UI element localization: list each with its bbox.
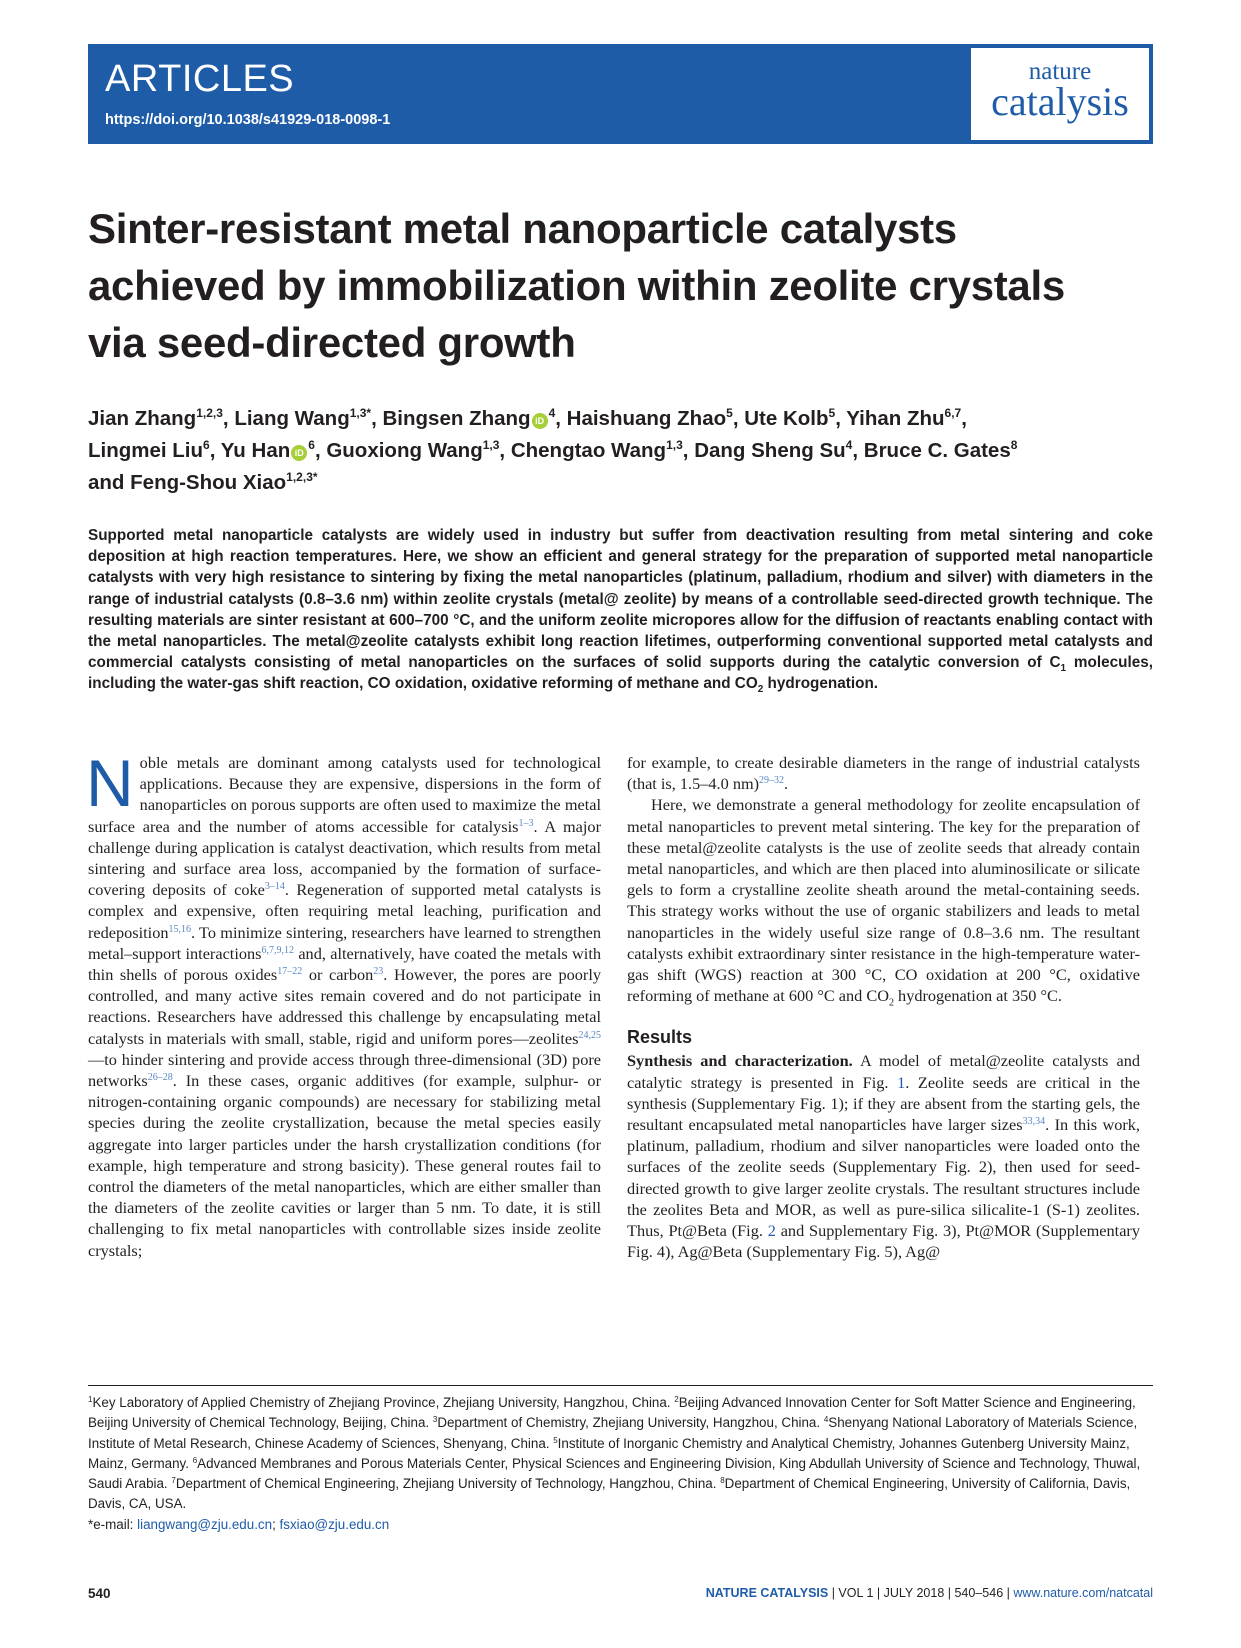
orcid-icon[interactable]: iD: [291, 445, 307, 461]
journal-logo-line2: catalysis: [991, 79, 1129, 124]
citation-ref[interactable]: 17–22: [277, 966, 303, 978]
author-list: [88, 403, 1168, 499]
article-header-banner: [88, 44, 1153, 144]
body-column-right: [627, 752, 1140, 1262]
email-link[interactable]: fsxiao@zju.edu.cn: [279, 1516, 390, 1532]
author: Bingsen Zhang $iD^4$,: [382, 406, 567, 430]
paper-title: [88, 200, 1168, 371]
article-type-label: ARTICLES: [105, 58, 295, 100]
author: Jian Zhang$^{1,2,3}$,: [88, 406, 235, 430]
author: Guoxiong Wang$^{1,3}$,: [326, 438, 511, 462]
body-paragraph: for example, to create desirable diameters in the range of industrial catalysts (that is, 1.5–4.0 nm)$^{29-32}$.: [627, 753, 1140, 794]
figure-ref[interactable]: 1: [897, 1072, 906, 1092]
citation-ref[interactable]: 24,25: [578, 1029, 601, 1041]
author: Yu Han $iD^6$,: [220, 438, 327, 462]
subsection-heading: Synthesis and characterization.: [627, 1051, 853, 1071]
journal-footer: NATURE CATALYSIS | VOL 1 | JULY 2018 | 540–546 | www.nature.com/natcatal: [705, 1586, 1153, 1600]
citation-ref[interactable]: 33,34: [1022, 1116, 1046, 1128]
citation-ref[interactable]: 6,7,9,12: [261, 944, 294, 956]
title-line: Sinter-resistant metal nanoparticle catalysts: [88, 205, 957, 252]
title-line: achieved by immobilization within zeolite crystals: [88, 262, 1065, 309]
page-number: 540: [88, 1586, 111, 1601]
citation-ref[interactable]: 29–32: [759, 775, 785, 787]
citation-ref[interactable]: 3–14: [264, 881, 285, 893]
author: Liang Wang$^{1,3*}$,: [234, 406, 383, 430]
section-heading-results: Results: [627, 1027, 693, 1048]
citation-ref[interactable]: 1–3: [518, 817, 534, 829]
citation-ref[interactable]: 15,16: [168, 923, 191, 935]
email-link[interactable]: liangwang@zju.edu.cn: [137, 1516, 273, 1532]
author: Chengtao Wang$^{1,3}$,: [510, 438, 695, 462]
body-paragraph: Here, we demonstrate a general methodology for zeolite encapsulation of metal nanoparticles to prevent metal sintering. The key for the preparation of these metal@zeolite catalysts is the use of zeolite seeds that already contain metal nanoparticles, and which are then placed into aluminosilicate or silicate gels to form a crystalline zeolite sheath around the metal-containing seeds. This strategy works without the use of organic stabilizers and leads to metal nanoparticles in the widely useful size range of 0.8–3.6 nm. The resultant catalysts exhibit extraordinary sinter resistance in the high-temperature water-gas shift (WGS) reaction at 300 °C, CO oxidation at 200 °C, oxidative reforming of methane at 600 °C and $CO_2$ hydrogenation at 350 °C.: [627, 795, 1140, 1009]
body-paragraph: Noble metals are dominant among catalysts used for technological applications. Because they are expensive, dispersions in the form of nanoparticles on porous supports are often used to maximize the metal surface area and the number of atoms accessible for catalysis$^{1-3}$. A major challenge during application is catalyst deactivation, which results from metal sintering and surface area loss, accompanied by the formation of surface-covering deposits of coke$^{3-14}$. Regeneration of supported metal catalysts is complex and expensive, often requiring metal leaching, purification and redeposition$^{15,16}$. To minimize sintering, researchers have learned to strengthen metal–support interactions$^{6,7,9,12}$ and, alternatively, have coated the metals with thin shells of porous oxides$^{17-22}$ or carbon$^{23}$. However, the pores are poorly controlled, and many active sites remain covered and do not participate in reactions. Researchers have addressed this challenge by encapsulating metal catalysts in materials with small, stable, rigid and uniform pores—zeolites$^{24,25}$—to hinder sintering and provide access through three-dimensional (3D) pore networks$^{26-28}$. In these cases, organic additives (for example, sulphur- or nitrogen-containing organic compounds) are necessary for stabilizing metal species during the zeolite crystallization, because the metal species easily aggregate into larger particles under the harsh crystallization conditions (for example, high temperature and strong basicity). These general routes fail to control the diameters of the metal nanoparticles, which are either smaller than the diameters of the zeolite cavities or larger than 5 nm. To date, it is still challenging to fix metal nanoparticles with controllable sizes inside zeolite crystals;: [86, 746, 601, 1260]
body-paragraph: Synthesis and characterization. A model of metal@zeolite catalysts and catalytic strategy is presented in Fig. 1. Zeolite seeds are critical in the synthesis (Supplementary Fig. 1); if they are absent from the starting gels, the resultant encapsulated metal nanoparticles have larger sizes$^{33,34}$. In this work, platinum, palladium, rhodium and silver nanoparticles were loaded onto the surfaces of the zeolite seeds (Supplementary Fig. 2), then used for seed-directed growth to give larger zeolite crystals. The resultant structures include the zeolites Beta and MOR, as well as pure-silica silicalite-1 (S-1) zeolites. Thus, Pt@Beta (Fig. 2 and Supplementary Fig. 3), Pt@MOR (Supplementary Fig. 4), Ag@Beta (Supplementary Fig. 5), Ag@: [627, 1051, 1141, 1262]
author: Yihan Zhu$^{6,7}$,: [846, 406, 967, 430]
figure-ref[interactable]: 2: [767, 1221, 776, 1241]
citation-ref[interactable]: 26–28: [147, 1072, 173, 1084]
author: Bruce C. Gates$^8$: [863, 438, 1018, 462]
title-line: via seed-directed growth: [88, 319, 576, 366]
contact-line: *e-mail: liangwang@zju.edu.cn; fsxiao@zju.edu.cn: [88, 1516, 390, 1532]
affiliations: $^1$Key Laboratory of Applied Chemistry of Zhejiang Province, Zhejiang University, Hangzhou, China. $^2$Beijing Advanced Innovation Center for Soft Matter Science and Engineering, Beijing University of Chemical Technology, Beijing, China. $^3$Department of Chemistry, Zhejiang University, Hangzhou, China. $^4$Shenyang National Laboratory of Materials Science, Institute of Metal Research, Chinese Academy of Sciences, Shenyang, China. $^5$Institute of Inorganic Chemistry and Analytical Chemistry, Johannes Gutenberg University Mainz, Mainz, Germany. $^6$Advanced Membranes and Porous Materials Center, Physical Sciences and Engineering Division, King Abdullah University of Science and Technology, Thuwal, Saudi Arabia. $^7$Department of Chemical Engineering, Zhejiang University of Technology, Hangzhou, China. $^8$Department of Chemical Engineering, University of California, Davis, Davis, CA, USA. *e-mail: liangwang@zju.edu.cn; fsxiao@zju.edu.cn: [88, 1395, 1141, 1532]
body-column-left: [86, 746, 601, 1261]
author: and Feng-Shou Xiao$^{1,2,3*}$: [88, 470, 318, 494]
journal-name: NATURE CATALYSIS: [705, 1586, 829, 1600]
citation-ref[interactable]: 23: [373, 966, 384, 978]
footnote-divider: [88, 1385, 1153, 1386]
author: Ute Kolb$^5$,: [744, 406, 847, 430]
orcid-icon[interactable]: iD: [532, 413, 548, 429]
author: Haishuang Zhao$^5$,: [566, 406, 745, 430]
journal-logo: [971, 48, 1149, 140]
author: Dang Sheng Su$^4$,: [694, 438, 864, 462]
abstract: Supported metal nanoparticle catalysts are widely used in industry but suffer from deactivation resulting from metal sintering and coke deposition at high reaction temperatures. Here, we show an efficient and general strategy for the preparation of supported metal nanoparticle catalysts with very high resistance to sintering by fixing the metal nanoparticles (platinum, palladium, rhodium and silver) with diameters in the range of industrial catalysts (0.8–3.6 nm) within zeolite crystals (metal@ zeolite) by means of a controllable seed-directed growth technique. The resulting materials are sinter resistant at 600–700 °C, and the uniform zeolite micropores allow for the diffusion of reactants enabling contact with the metal nanoparticles. The metal@zeolite catalysts exhibit long reaction lifetimes, outperforming conventional supported metal catalysts and commercial catalysts consisting of metal nanoparticles on the surfaces of solid supports during the catalytic conversion of $C_1$ molecules, including the water-gas shift reaction, CO oxidation, oxidative reforming of methane and $CO_2$ hydrogenation.: [88, 527, 1153, 696]
author: Lingmei Liu$^6$,: [88, 438, 221, 462]
doi-link[interactable]: https://doi.org/10.1038/s41929-018-0098-1: [105, 112, 391, 128]
journal-url[interactable]: www.nature.com/natcatal: [1013, 1586, 1153, 1600]
drop-cap: N: [86, 746, 134, 820]
journal-logo-line1: nature: [1028, 58, 1092, 85]
